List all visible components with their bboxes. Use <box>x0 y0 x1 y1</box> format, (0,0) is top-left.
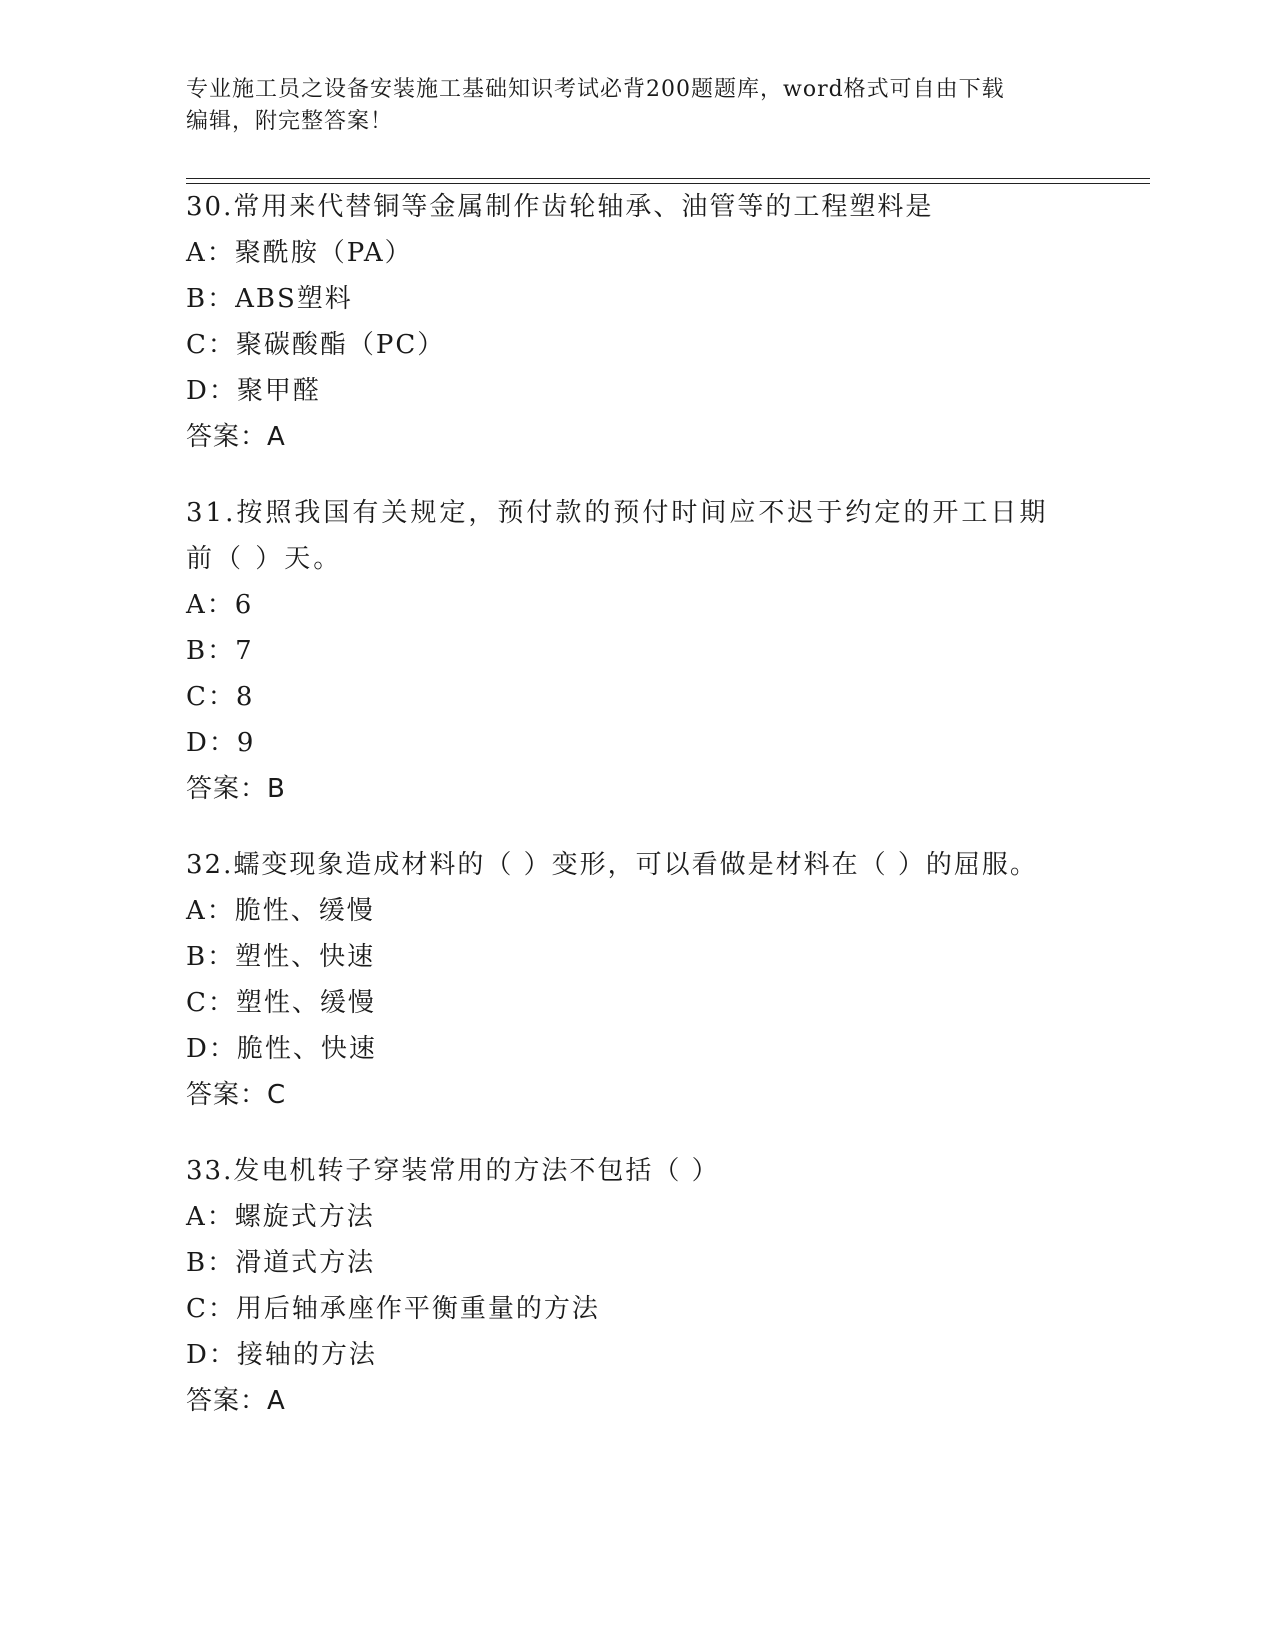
header-title-line-2: 编辑，附完整答案！ <box>186 109 394 134</box>
option-b: B：ABS塑料 <box>186 284 353 314</box>
answer-line: 答案：C <box>186 1080 287 1110</box>
header-title-line-1: 专业施工员之设备安装施工基础知识考试必背200题题库，word格式可自由下载 <box>186 77 1005 102</box>
option-d: D：9 <box>186 728 256 758</box>
header-divider-top <box>186 178 1150 179</box>
answer-line: 答案：A <box>186 1386 286 1416</box>
question-31 <box>186 490 1086 812</box>
option-a: A：脆性、缓慢 <box>186 896 375 926</box>
question-stem: 33.发电机转子穿装常用的方法不包括（ ） <box>186 1156 720 1186</box>
question-stem: 30.常用来代替铜等金属制作齿轮轴承、油管等的工程塑料是 <box>186 192 934 222</box>
document-header <box>186 74 1066 138</box>
answer-line: 答案：A <box>186 422 286 452</box>
option-b: B：7 <box>186 636 254 666</box>
question-32 <box>186 842 1086 1118</box>
option-c: C：8 <box>186 682 255 712</box>
option-a: A：聚酰胺（PA） <box>186 238 413 268</box>
option-c: C：用后轴承座作平衡重量的方法 <box>186 1294 600 1324</box>
question-stem: 32.蠕变现象造成材料的（ ）变形，可以看做是材料在（ ）的屈服。 <box>186 850 1038 880</box>
option-d: D：接轴的方法 <box>186 1340 377 1370</box>
question-30 <box>186 184 1086 460</box>
question-stem: 31.按照我国有关规定，预付款的预付时间应不迟于约定的开工日期前（ ）天。 <box>186 498 1049 574</box>
option-c: C：塑性、缓慢 <box>186 988 376 1018</box>
option-a: A：螺旋式方法 <box>186 1202 375 1232</box>
question-33 <box>186 1148 1086 1424</box>
option-c: C：聚碳酸酯（PC） <box>186 330 446 360</box>
answer-line: 答案：B <box>186 774 286 804</box>
option-b: B：滑道式方法 <box>186 1248 376 1278</box>
option-d: D：脆性、快速 <box>186 1034 377 1064</box>
option-a: A：6 <box>186 590 254 620</box>
option-b: B：塑性、快速 <box>186 942 376 972</box>
option-d: D：聚甲醛 <box>186 376 321 406</box>
